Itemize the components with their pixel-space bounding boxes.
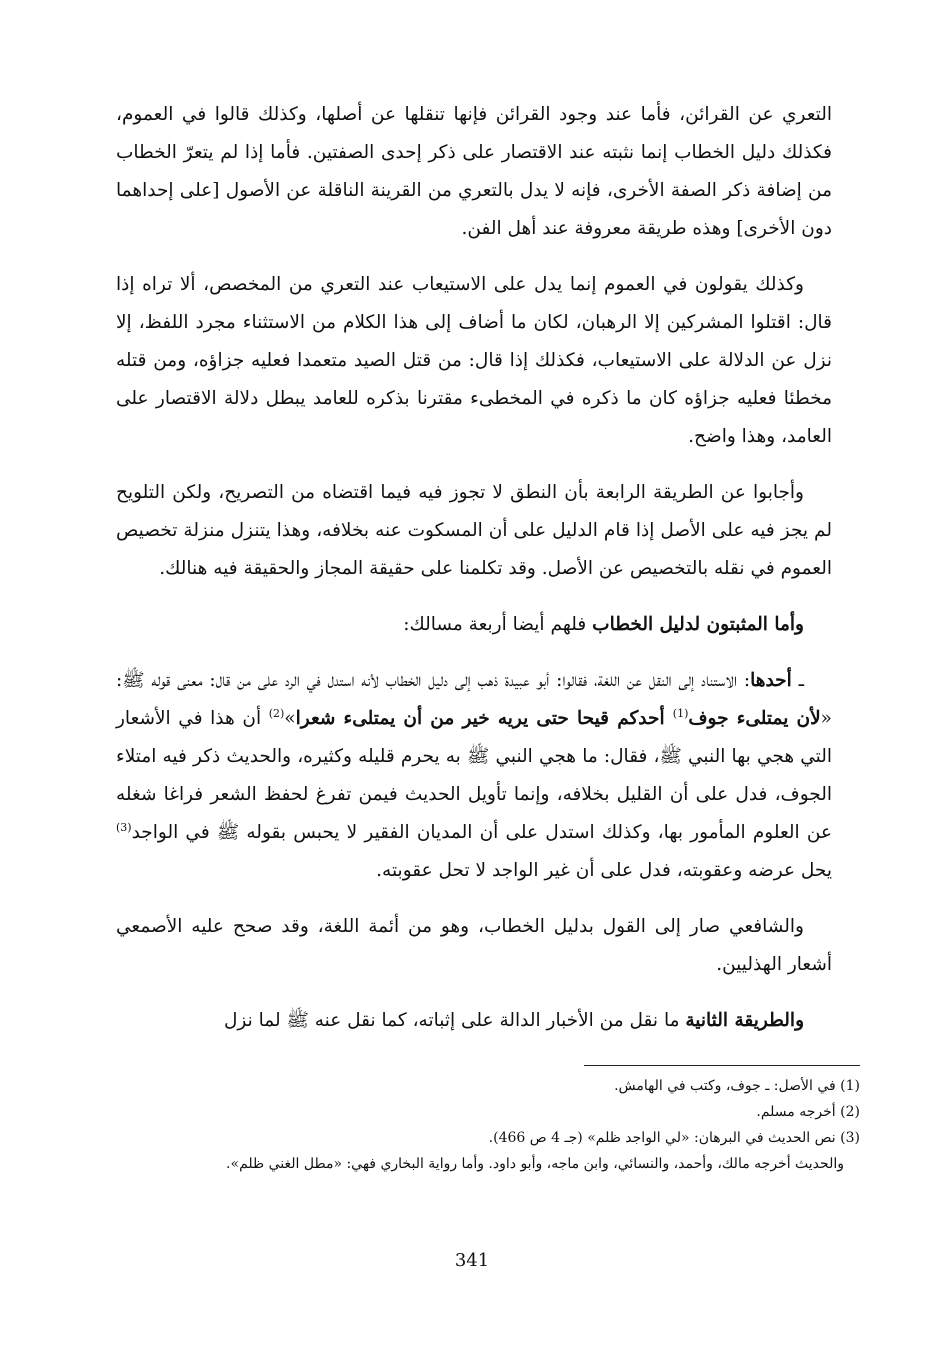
paragraph: [116, 662, 832, 890]
footnote-text: في الأصل: ـ جوف، وكتب في الهامش.: [614, 1078, 836, 1094]
footnote-marker: (2): [840, 1104, 860, 1120]
text-run: وكذلك يقولون في العموم إنما يدل على الاستيعاب عند التعري من المخصص، ألا تراه إذا قال: اقتلوا المشركين إلا الرهبان، لكان ما أضاف إلى هذا الكلام من الاستثناء مجرد اللفظ، إلا نزل عن الدلالة على الاستيعاب، فكذلك إذا قال: من قتل الصيد متعمدا فعليه جزاؤه، ومن قتله مخطئا فعليه جزاؤه كان ما ذكره في المخطىء مقترنا بذكره للعامد يبطل دلالة الاقتصار على العامد، وهذا واضح.: [116, 274, 832, 447]
bold-text: أحدها: [750, 670, 792, 691]
text-run: ما نقل من الأخبار الدالة على إثباته، كما نقل عنه ﷺ لما نزل: [223, 1010, 686, 1031]
text-run: »: [284, 708, 296, 729]
footnote: [112, 1099, 860, 1125]
text-run: أن هذا في الأشعار التي هجي بها النبي ﷺ، فقال: ما هجي النبي ﷺ به يحرم قليله وكثيره، والحديث ذكر فيه امتلاء الجوف، فدل على أن القليل بخلافه، وإنما تأويل الحديث فيمن تفرغ لحفظ الشعر فراغا شغله عن العلوم المأمور بها، وكذلك استدل على أن المديان الفقير لا يحبس بقوله ﷺ في الواجد: [116, 708, 832, 843]
footnote-text: أخرجه مسلم.: [756, 1104, 836, 1120]
paragraph: [116, 96, 832, 248]
paragraph: [116, 266, 832, 456]
paragraph: [116, 606, 832, 644]
footnote: [112, 1073, 860, 1099]
footnotes: [112, 1073, 860, 1177]
text-run: : الاستناد إلى النقل عن اللغة، فقالوا: أبو عبيدة ذهب إلى دليل الخطاب لأنه استدل في الرد على من قال: معنى قوله ﷺ: «: [116, 670, 832, 729]
bold-text: والطريقة الثانية: [685, 1010, 804, 1031]
page-number: 341: [454, 1250, 490, 1271]
paragraph: [116, 474, 832, 588]
footnote-reference: (2): [268, 706, 285, 720]
bold-text: أحدكم قيحا حتى يريه خير من أن يمتلىء شعرا: [295, 708, 673, 729]
text-run: وأجابوا عن الطريقة الرابعة بأن النطق لا تجوز فيه فيما اقتضاه من التصريح، ولكن التلويح لم يجز فيه على الأصل إذا قام الدليل على أن المسكوت عنه بخلافه، وهذا يتنزل منزلة تخصيص العموم في نقله بالتخصيص عن الأصل. وقد تكلمنا على حقيقة المجاز والحقيقة فيه هنالك.: [116, 482, 832, 579]
footnote-separator: [584, 1065, 860, 1066]
text-run: ـ: [791, 670, 804, 691]
footnote-text: نص الحديث في البرهان: «لي الواجد ظلم» (جـ 4 ص 466).: [488, 1130, 836, 1146]
text-run: والشافعي صار إلى القول بدليل الخطاب، وهو من أئمة اللغة، وقد صحح عليه الأصمعي أشعار الهذليين.: [116, 916, 832, 975]
footnote-reference: (3): [116, 820, 132, 834]
footnote: [112, 1125, 860, 1151]
footnote-continuation: والحديث أخرجه مالك، وأحمد، والنسائي، وابن ماجه، وأبو داود. وأما رواية البخاري فهي: «مطل الغني ظلم».: [226, 1156, 844, 1172]
paragraph: [116, 908, 832, 984]
body-text: [116, 96, 832, 1040]
footnote-reference: (1): [672, 706, 689, 720]
paragraph: [116, 1002, 832, 1040]
bold-text: وأما المثبتون لدليل الخطاب: [592, 614, 804, 635]
text-run: فلهم أيضا أربعة مسالك:: [403, 614, 593, 635]
bold-text: لأن يمتلىء جوف: [688, 708, 821, 729]
text-run: التعري عن القرائن، فأما عند وجود القرائن فإنها تنقلها عن أصلها، وكذلك قالوا في العموم، فكذلك دليل الخطاب إنما نثبته عند الاقتصار على ذكر إحدى الصفتين. فأما إذا لم يتعرّ الخطاب من إضافة ذكر الصفة الأخرى، فإنه لا يدل بالتعري من القرينة الناقلة عن الأصول [على إحداهما دون الأخرى] وهذه طريقة معروفة عند أهل الفن.: [116, 104, 832, 239]
text-run: يحل عرضه وعقوبته، فدل على أن غير الواجد لا تحل عقوبته.: [376, 860, 832, 881]
footnote-marker: (3): [840, 1130, 860, 1146]
footnote-marker: (1): [840, 1078, 860, 1094]
